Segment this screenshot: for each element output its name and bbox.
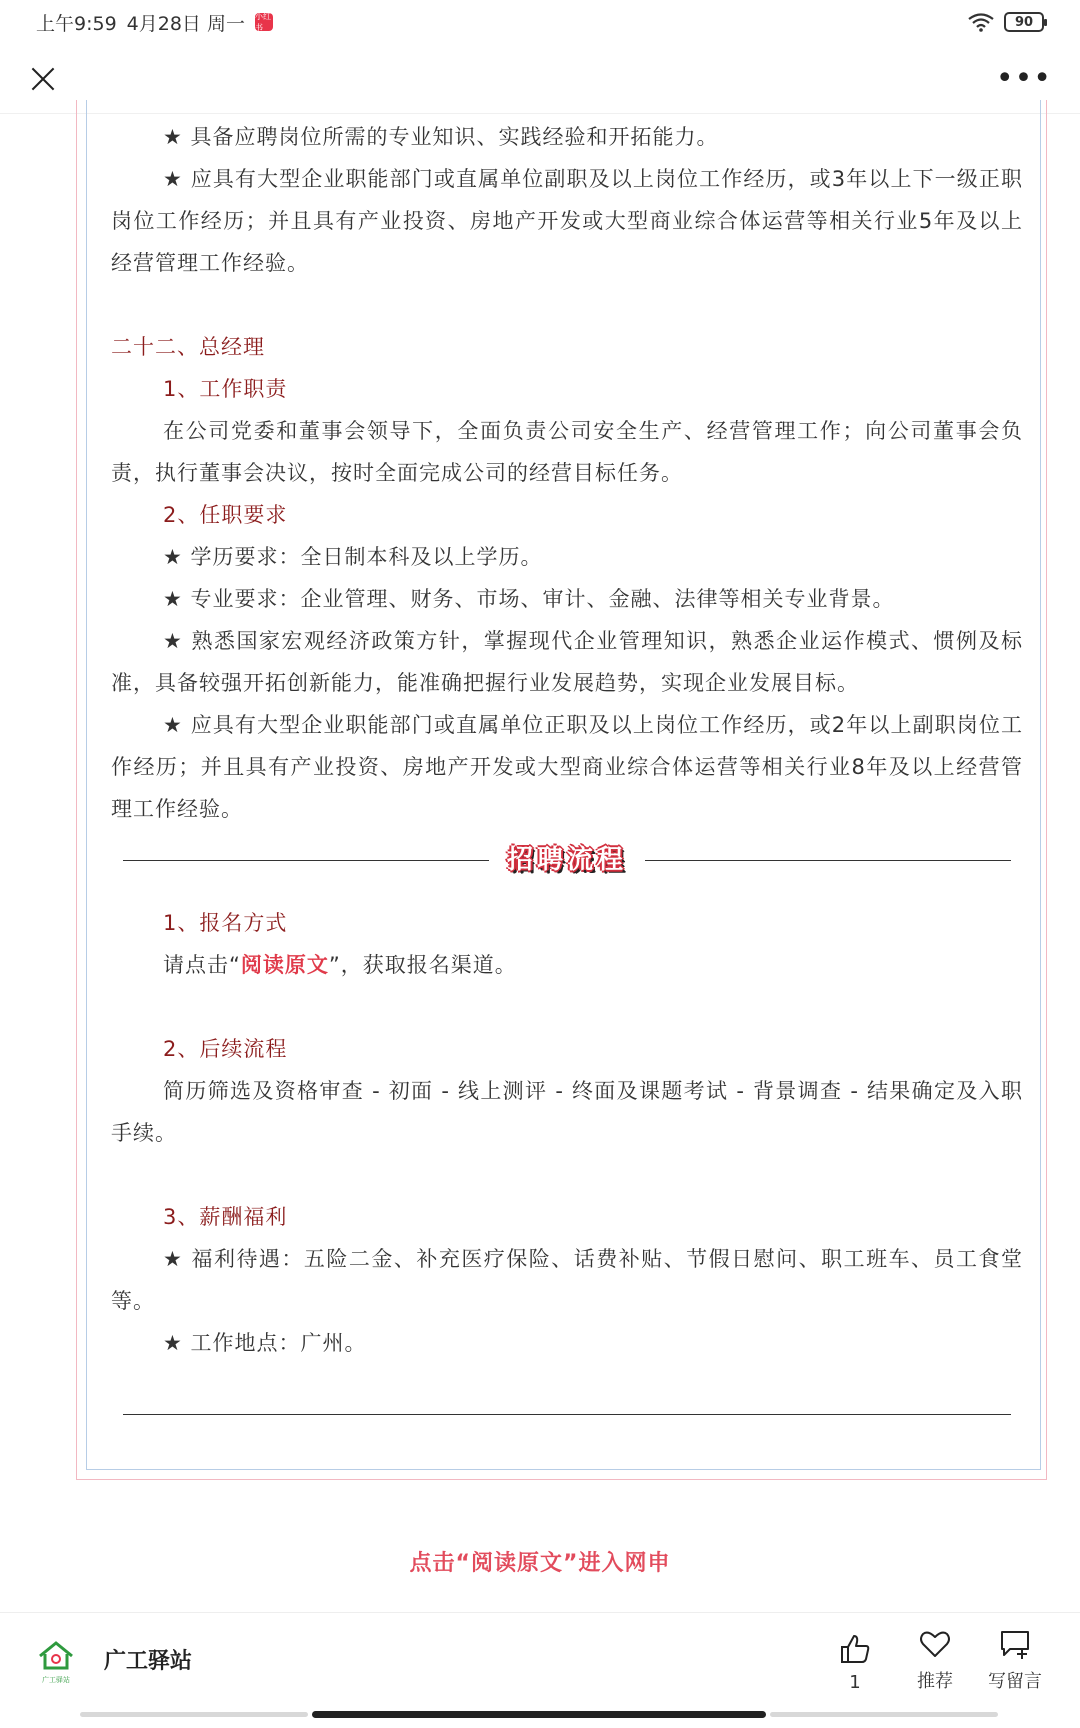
battery-level: 90 (1014, 14, 1034, 30)
requirement-item: ★ 具备应聘岗位所需的专业知识、实践经验和开拓能力。 (163, 125, 719, 149)
comment-add-icon (998, 1627, 1032, 1661)
close-icon[interactable] (28, 64, 58, 94)
benefit-item: ★ 福利待遇：五险二金、补充医疗保险、话费补贴、节假日慰问、职工班车、员工食堂等。 (111, 1247, 1023, 1313)
requirement-item: ★ 学历要求：全日制本科及以上学历。 (163, 545, 543, 569)
comment-button[interactable] (986, 1627, 1044, 1693)
heart-icon (918, 1627, 952, 1661)
process-heading: 招聘流程 (507, 845, 628, 875)
divider-line-left (123, 860, 489, 861)
status-right (968, 12, 1044, 32)
status-time: 上午9:59 (36, 12, 117, 35)
process-heading-divider (123, 830, 1011, 890)
home-indicator[interactable] (80, 1710, 1000, 1718)
benefit-item: ★ 工作地点：广州。 (163, 1331, 367, 1355)
battery-icon (1004, 12, 1044, 32)
end-divider (123, 1414, 1011, 1415)
apply-prefix: 请点击“ (163, 953, 241, 977)
divider-line-right (645, 860, 1011, 861)
duties-text: 在公司党委和董事会领导下，全面负责公司安全生产、经营管理工作；向公司董事会负责，执行董事会决议，按时全面完成公司的经营目标任务。 (111, 419, 1023, 485)
subsection-title-requirements: 2、任职要求 (163, 503, 288, 527)
wifi-icon (968, 12, 994, 32)
read-original-cta[interactable]: 点击“阅读原文”进入网申 (409, 1551, 671, 1576)
logo-text: 广工驿站 (42, 1675, 70, 1684)
more-options-icon[interactable]: ••• (995, 60, 1052, 96)
like-count: 1 (849, 1671, 861, 1693)
article-actions (826, 1627, 1044, 1693)
followup-text: 简历筛选及资格审查 - 初面 - 线上测评 - 终面及课题考试 - 背景调查 - 结果确定及入职手续。 (111, 1079, 1023, 1145)
subsection-title-followup: 2、后续流程 (163, 1037, 288, 1061)
subsection-title-duties: 1、工作职责 (163, 377, 288, 401)
read-original-link[interactable]: 阅读原文 (240, 953, 329, 977)
recommend-label: 推荐 (917, 1670, 953, 1692)
account-logo[interactable] (36, 1640, 76, 1684)
app-notification-icon: 小红书 (254, 12, 271, 32)
comment-label: 写留言 (988, 1670, 1042, 1692)
requirement-item: ★ 熟悉国家宏观经济政策方针，掌握现代企业管理知识，熟悉企业运作模式、惯例及标准，具备较强开拓创新能力，能准确把握行业发展趋势，实现企业发展目标。 (111, 629, 1023, 695)
like-button[interactable] (826, 1632, 884, 1693)
apply-text (111, 944, 1023, 986)
status-date: 4月28日 周一 (126, 12, 245, 35)
requirement-item: ★ 应具有大型企业职能部门或直属单位正职及以上岗位工作经历，或2年以上副职岗位工作经历；并且具有产业投资、房地产开发或大型商业综合体运营等相关行业8年及以上经营管理工作经验。 (111, 713, 1023, 821)
apply-suffix: ”，获取报名渠道。 (328, 953, 517, 977)
requirement-item: ★ 专业要求：企业管理、财务、市场、审计、金融、法律等相关专业背景。 (163, 587, 895, 611)
status-left (36, 9, 273, 36)
section-title-general-manager: 二十二、总经理 (111, 335, 265, 359)
subsection-title-benefits: 3、薪酬福利 (163, 1205, 288, 1229)
thumbs-up-icon (838, 1632, 872, 1666)
recommend-button[interactable] (906, 1627, 964, 1693)
bottom-bar (0, 1612, 1080, 1706)
article-content (111, 116, 1023, 1364)
requirement-item: ★ 应具有大型企业职能部门或直属单位副职及以上岗位工作经历，或3年以上下一级正职岗位工作经历；并且具有产业投资、房地产开发或大型商业综合体运营等相关行业5年及以上经营管理工作经验。 (111, 167, 1023, 275)
house-logo-icon (36, 1640, 76, 1672)
account-name[interactable]: 广工驿站 (104, 1649, 193, 1674)
status-bar (0, 0, 1080, 44)
subsection-title-apply: 1、报名方式 (163, 911, 288, 935)
